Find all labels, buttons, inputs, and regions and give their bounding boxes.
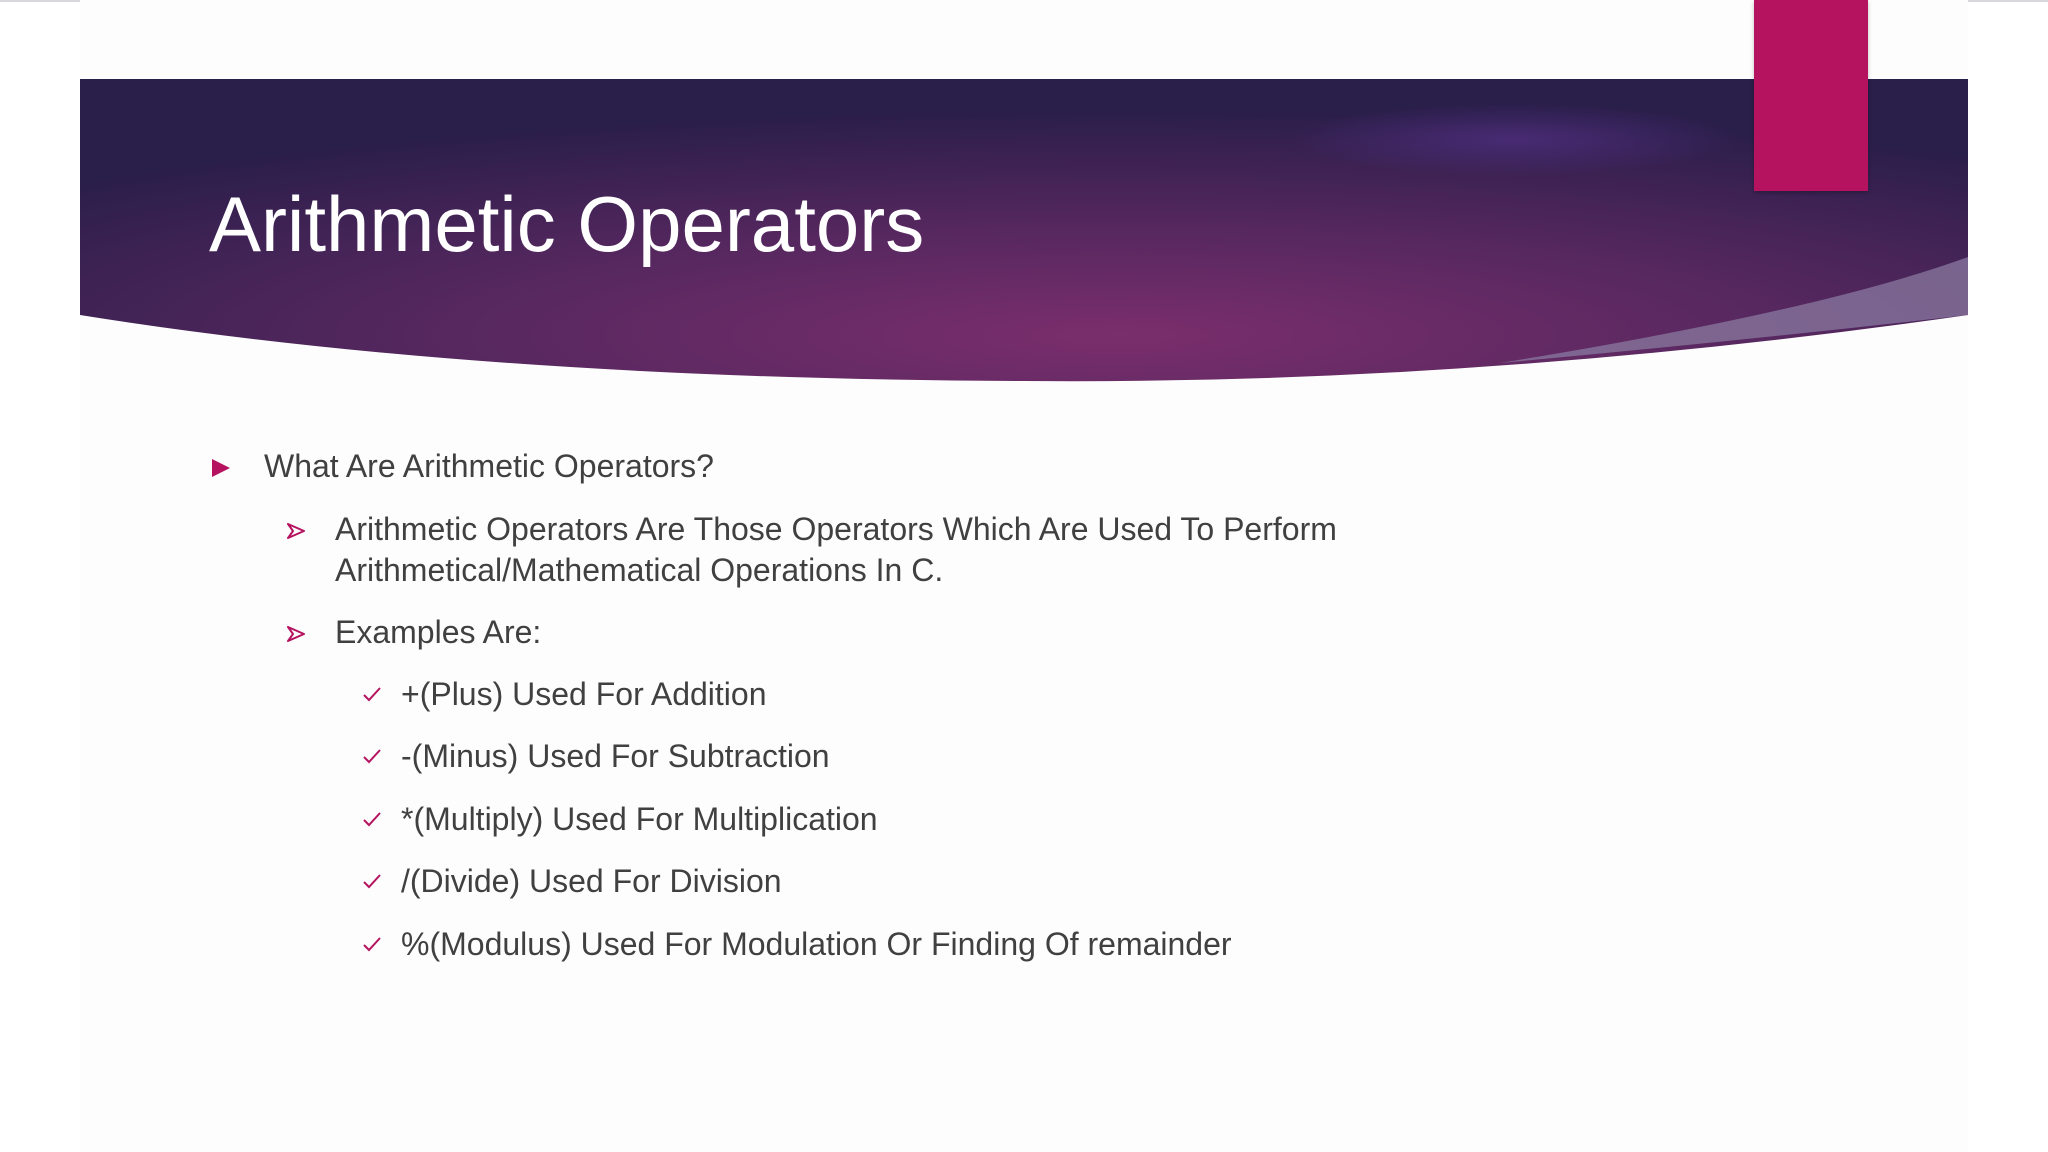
example-item [363,861,782,901]
bullet-examples-heading-text: Examples Are: [335,614,542,650]
example-item-text: -(Minus) Used For Subtraction [401,738,830,774]
example-item-text: %(Modulus) Used For Modulation Or Finding Of remainder [401,926,1232,962]
checkmark-bullet-icon [363,861,401,889]
example-item-text: +(Plus) Used For Addition [401,676,767,712]
example-item [363,674,767,714]
bullet-question [211,446,714,486]
checkmark-bullet-icon [363,924,401,952]
bullet-question-text: What Are Arithmetic Operators? [264,448,714,484]
slide [80,0,1968,1152]
checkmark-bullet-icon [363,674,401,702]
bullet-definition-line2: Arithmetical/Mathematical Operations In C. [335,552,944,588]
arrowhead-bullet-icon [287,612,335,642]
checkmark-bullet-icon [363,799,401,827]
bullet-examples-heading [287,612,541,653]
example-item-text: *(Multiply) Used For Multiplication [401,801,878,837]
checkmark-bullet-icon [363,736,401,764]
arrowhead-bullet-icon [287,509,335,539]
bullet-definition [287,509,1337,591]
example-item [363,736,830,776]
example-item-text: /(Divide) Used For Division [401,863,782,899]
slide-body [80,0,1968,1152]
triangle-bullet-icon [211,446,264,478]
example-item [363,924,1232,964]
example-item [363,799,878,839]
slide-title: Arithmetic Operators [209,180,925,268]
bullet-definition-line1: Arithmetic Operators Are Those Operators Which Are Used To Perform [335,511,1337,547]
